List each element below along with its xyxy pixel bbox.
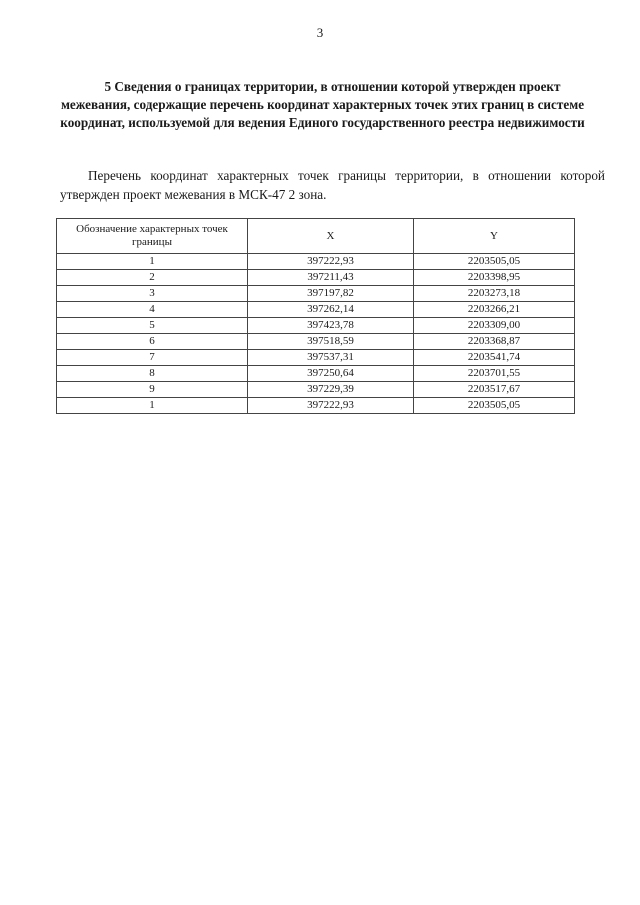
x-value: 397197,82 (248, 286, 414, 302)
y-value: 2203541,74 (414, 350, 575, 366)
table-row (57, 350, 575, 366)
y-value: 2203398,95 (414, 270, 575, 286)
y-value: 2203505,05 (414, 254, 575, 270)
x-value: 397518,59 (248, 334, 414, 350)
point-number: 8 (57, 366, 248, 382)
y-value: 2203368,87 (414, 334, 575, 350)
x-value: 397211,43 (248, 270, 414, 286)
table-row (57, 398, 575, 414)
header-x: X (248, 219, 414, 254)
x-value: 397262,14 (248, 302, 414, 318)
table-row (57, 382, 575, 398)
x-value: 397537,31 (248, 350, 414, 366)
point-number: 4 (57, 302, 248, 318)
x-value: 397250,64 (248, 366, 414, 382)
x-value: 397222,93 (248, 254, 414, 270)
section-heading: 5 Сведения о границах территории, в отношении которой утвержден проект межевания, содержащие перечень координат характерных точек этих границ в системе координат, используемой для ведения Единого государственного реестра недвижимости (60, 79, 585, 130)
point-number: 6 (57, 334, 248, 350)
point-number: 5 (57, 318, 248, 334)
x-value: 397222,93 (248, 398, 414, 414)
intro-paragraph: Перечень координат характерных точек границы территории, в отношении которой утвержден проект межевания в МСК-47 2 зона. (60, 168, 605, 202)
point-number: 1 (57, 398, 248, 414)
y-value: 2203517,67 (414, 382, 575, 398)
table-row (57, 334, 575, 350)
point-number: 9 (57, 382, 248, 398)
header-point-label: Обозначение характерных точек границы (57, 219, 248, 254)
point-number: 3 (57, 286, 248, 302)
point-number: 1 (57, 254, 248, 270)
table-row (57, 286, 575, 302)
y-value: 2203273,18 (414, 286, 575, 302)
table-row (57, 366, 575, 382)
header-y: Y (414, 219, 575, 254)
x-value: 397229,39 (248, 382, 414, 398)
y-value: 2203505,05 (414, 398, 575, 414)
point-number: 2 (57, 270, 248, 286)
table-row (57, 318, 575, 334)
coordinates-table (56, 218, 575, 414)
y-value: 2203266,21 (414, 302, 575, 318)
table-row (57, 302, 575, 318)
table-row (57, 270, 575, 286)
x-value: 397423,78 (248, 318, 414, 334)
y-value: 2203701,55 (414, 366, 575, 382)
table-row (57, 254, 575, 270)
point-number: 7 (57, 350, 248, 366)
page-number: 3 (316, 25, 324, 40)
table-header-row (57, 219, 575, 254)
y-value: 2203309,00 (414, 318, 575, 334)
